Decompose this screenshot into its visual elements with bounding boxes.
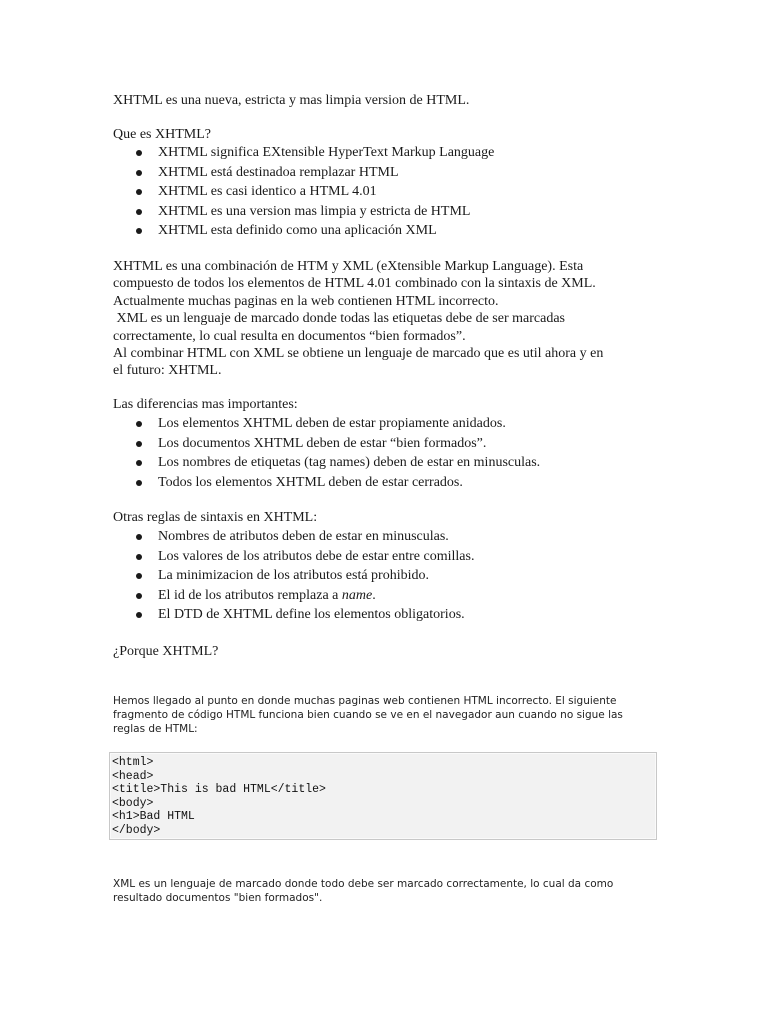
code-example-box bbox=[109, 752, 657, 840]
list-item: El id de los atributos remplaza a name. bbox=[113, 586, 653, 606]
intro-paragraph: XHTML es una nueva, estricta y mas limpia version de HTML. bbox=[113, 93, 470, 108]
que-es-heading: Que es XHTML? bbox=[113, 127, 211, 142]
list-item: XHTML es una version mas limpia y estricta de HTML bbox=[113, 202, 653, 222]
list-item: La minimizacion de los atributos está prohibido. bbox=[113, 566, 653, 586]
list-item: Los nombres de etiquetas (tag names) deben de estar en minusculas. bbox=[113, 453, 653, 473]
reglas-list bbox=[113, 527, 653, 625]
diferencias-list bbox=[113, 414, 653, 492]
list-item: Todos los elementos XHTML deben de estar cerrados. bbox=[113, 473, 653, 493]
list-item: XHTML esta definido como una aplicación XML bbox=[113, 221, 653, 241]
list-item: Los valores de los atributos debe de estar entre comillas. bbox=[113, 547, 653, 567]
porque-paragraph: Hemos llegado al punto en donde muchas paginas web contienen HTML incorrecto. El siguiente fragmento de código HTML funciona bien cuando se ve en el navegador aun cuando no sigue las reglas de HTML: bbox=[113, 695, 623, 735]
que-es-list bbox=[113, 143, 653, 241]
name-emphasis: name bbox=[341, 587, 373, 603]
reglas-heading: Otras reglas de sintaxis en XHTML: bbox=[113, 510, 318, 525]
code-example: <html> <head> <title>This is bad HTML</title> <body> <h1>Bad HTML </body> bbox=[112, 756, 326, 837]
list-item: XHTML está destinadoa remplazar HTML bbox=[113, 163, 653, 183]
description-paragraph: XHTML es una combinación de HTM y XML (eXtensible Markup Language). Esta compuesto de todos los elementos de HTML 4.01 combinado con la sintaxis de XML. Actualmente muchas paginas en la web contienen HTML incorrecto. XML es un lenguaje de marcado donde todas las etiquetas debe de ser marcadas correctamente, lo cual resulta en documentos “bien formados”. Al combinar HTML con XML se obtiene un lenguaje de marcado que es util ahora y en el futuro: XHTML. bbox=[113, 259, 604, 379]
list-item: Los documentos XHTML deben de estar “bien formados”. bbox=[113, 434, 653, 454]
list-item: El DTD de XHTML define los elementos obligatorios. bbox=[113, 605, 653, 625]
diferencias-heading: Las diferencias mas importantes: bbox=[113, 397, 298, 412]
porque-heading: ¿Porque XHTML? bbox=[113, 644, 219, 659]
list-item: Nombres de atributos deben de estar en minusculas. bbox=[113, 527, 653, 547]
list-item: Los elementos XHTML deben de estar propiamente anidados. bbox=[113, 414, 653, 434]
list-item: XHTML es casi identico a HTML 4.01 bbox=[113, 182, 653, 202]
list-item: XHTML significa EXtensible HyperText Markup Language bbox=[113, 143, 653, 163]
closing-paragraph: XML es un lenguaje de marcado donde todo debe ser marcado correctamente, lo cual da como resultado documentos "bien formados". bbox=[113, 878, 614, 904]
